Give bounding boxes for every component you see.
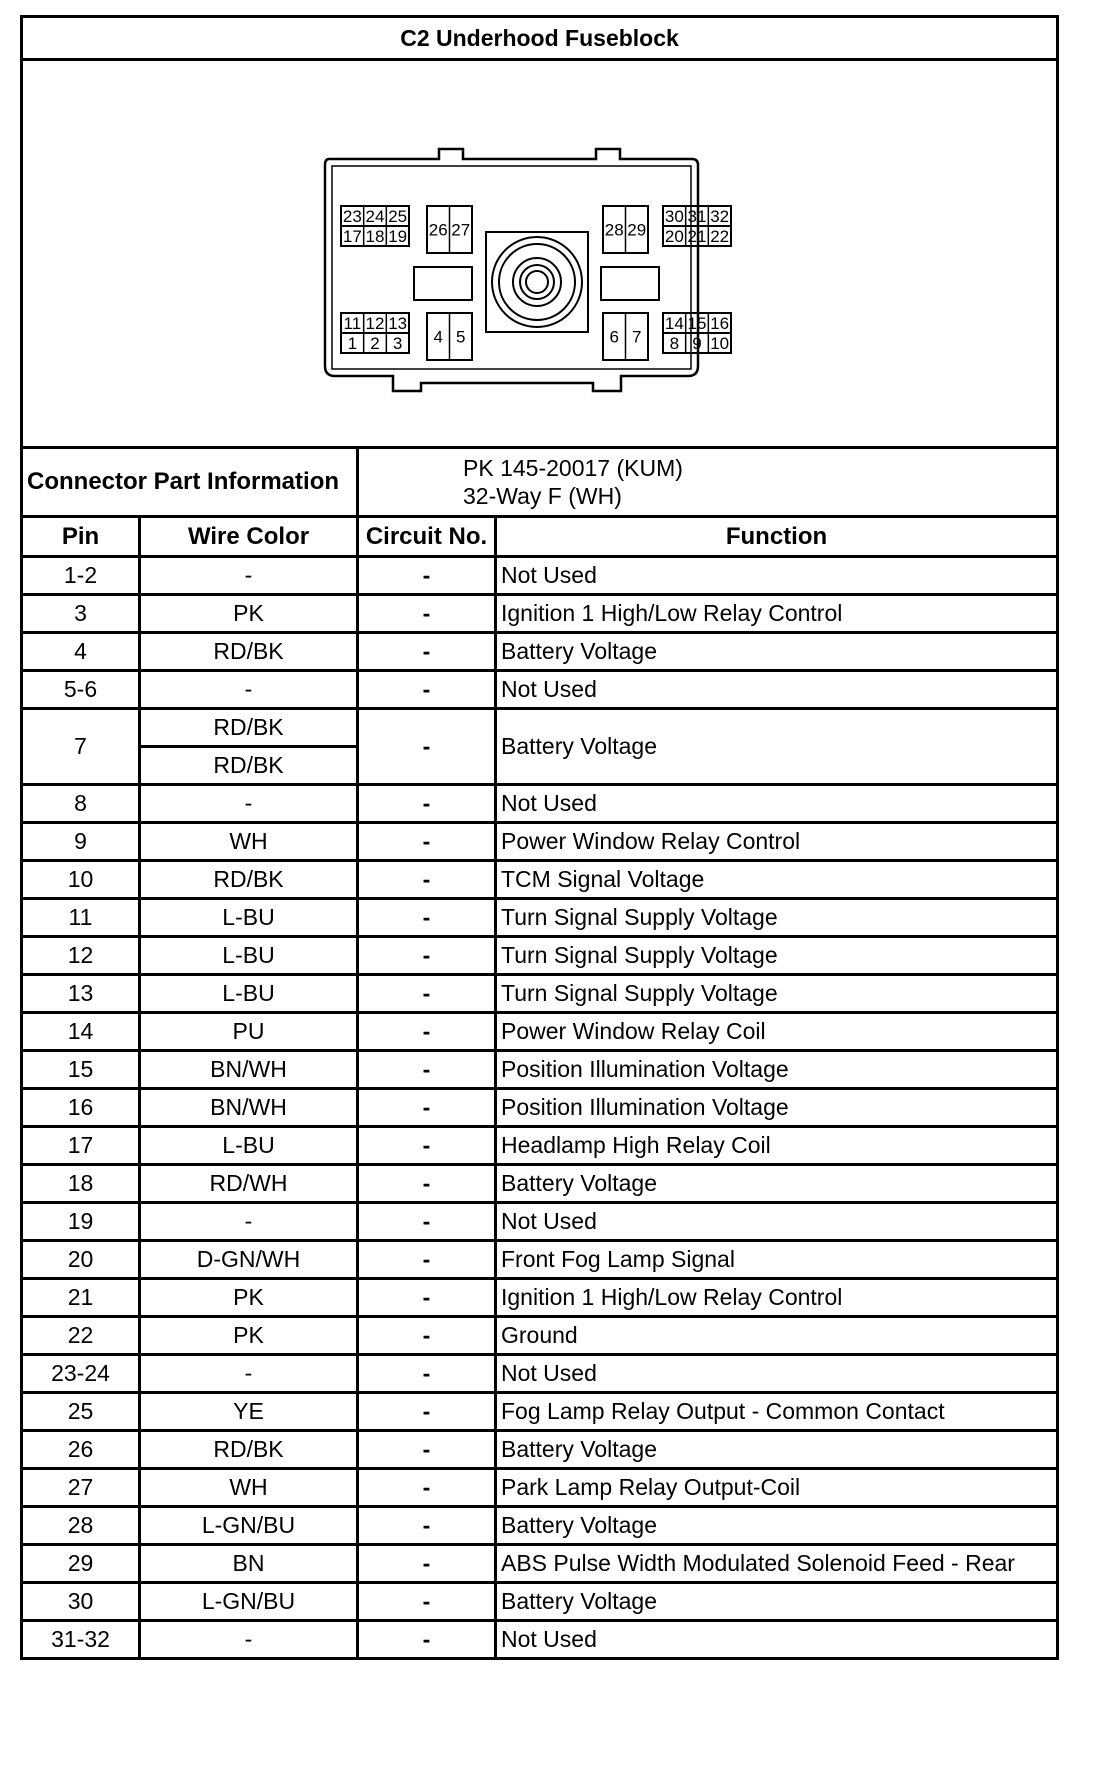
pin-cell: 4 (22, 633, 140, 671)
function-cell: Not Used (496, 785, 1058, 823)
function-cell: ABS Pulse Width Modulated Solenoid Feed - Rear (496, 1545, 1058, 1583)
pin-number-label: 12 (365, 314, 385, 333)
circuit-cell: - (358, 709, 496, 785)
circuit-cell: - (358, 1507, 496, 1545)
wire-color-cell: L-BU (140, 937, 358, 975)
circuit-cell: - (358, 671, 496, 709)
pin-number-label: 31 (687, 207, 707, 226)
circuit-cell: - (358, 1393, 496, 1431)
table-row (22, 1431, 1058, 1469)
pin-cell: 30 (22, 1583, 140, 1621)
pin-number-label: 14 (664, 314, 684, 333)
circuit-cell: - (358, 1431, 496, 1469)
wire-color-cell: RD/WH (140, 1165, 358, 1203)
pin-number-label: 28 (604, 220, 624, 240)
function-cell: Front Fog Lamp Signal (496, 1241, 1058, 1279)
function-cell: Position Illumination Voltage (496, 1051, 1058, 1089)
function-cell: Not Used (496, 557, 1058, 595)
wire-color-cell: - (140, 1203, 358, 1241)
pin-cell: 9 (22, 823, 140, 861)
pin-cell: 8 (22, 785, 140, 823)
table-row (22, 557, 1058, 595)
center-stud-housing (486, 232, 588, 332)
pin-cell: 5-6 (22, 671, 140, 709)
table-row (22, 1051, 1058, 1089)
pin-cell: 23-24 (22, 1355, 140, 1393)
pin-cell: 12 (22, 937, 140, 975)
function-cell: Battery Voltage (496, 1165, 1058, 1203)
function-cell: Ignition 1 High/Low Relay Control (496, 595, 1058, 633)
pinout-table (20, 15, 1059, 1660)
pin-number-label: 19 (388, 227, 408, 246)
table-row (22, 1621, 1058, 1659)
left-slot (414, 267, 472, 300)
connector-housing-outline (325, 149, 698, 391)
circuit-cell: - (358, 1469, 496, 1507)
pin-number-label: 3 (392, 334, 403, 353)
function-cell: Park Lamp Relay Output-Coil (496, 1469, 1058, 1507)
table-row (22, 709, 1058, 747)
pin-number-label: 27 (451, 220, 471, 240)
circuit-cell: - (358, 1089, 496, 1127)
wire-color-cell: L-BU (140, 1127, 358, 1165)
pin-cell: 16 (22, 1089, 140, 1127)
circuit-cell: - (358, 633, 496, 671)
pin-number-label: 18 (365, 227, 385, 246)
pin-cell: 21 (22, 1279, 140, 1317)
pin-cell: 11 (22, 899, 140, 937)
pin-number-label: 26 (428, 220, 448, 240)
wire-color-cell: YE (140, 1393, 358, 1431)
circuit-cell: - (358, 937, 496, 975)
pin-number-label: 5 (456, 327, 466, 347)
circuit-cell: - (358, 975, 496, 1013)
pin-cell: 31-32 (22, 1621, 140, 1659)
function-cell: Turn Signal Supply Voltage (496, 937, 1058, 975)
wire-color-cell: WH (140, 823, 358, 861)
pin-number-label: 11 (343, 314, 362, 333)
pin-number-label: 7 (632, 327, 642, 347)
wire-color-cell: BN/WH (140, 1051, 358, 1089)
connector-description: 32-Way F (WH) (463, 483, 622, 509)
circuit-cell: - (358, 1279, 496, 1317)
pinout-document (20, 15, 1056, 1660)
wire-color-cell: BN/WH (140, 1089, 358, 1127)
pin-cell: 10 (22, 861, 140, 899)
function-cell: Not Used (496, 1355, 1058, 1393)
wire-color-cell: L-BU (140, 899, 358, 937)
pin-number-label: 30 (664, 207, 684, 226)
function-cell: Not Used (496, 1621, 1058, 1659)
pin-number-label: 9 (692, 334, 702, 353)
function-cell: Ignition 1 High/Low Relay Control (496, 1279, 1058, 1317)
pin-cell: 28 (22, 1507, 140, 1545)
pin-number-label: 6 (609, 327, 619, 347)
function-cell: Battery Voltage (496, 1507, 1058, 1545)
wire-color-cell: RD/BK (140, 861, 358, 899)
wire-color-cell: WH (140, 1469, 358, 1507)
wire-color-cell: RD/BK (140, 747, 358, 785)
wire-color-cell: PK (140, 595, 358, 633)
connector-face-diagram (23, 61, 1053, 446)
pin-cell: 14 (22, 1013, 140, 1051)
column-header-wire-color: Wire Color (140, 517, 358, 557)
function-cell: Power Window Relay Coil (496, 1013, 1058, 1051)
pin-cell: 25 (22, 1393, 140, 1431)
pin-cell: 20 (22, 1241, 140, 1279)
wire-color-cell: L-GN/BU (140, 1507, 358, 1545)
function-cell: Turn Signal Supply Voltage (496, 899, 1058, 937)
table-row (22, 975, 1058, 1013)
table-row (22, 633, 1058, 671)
pin-number-label: 8 (669, 334, 680, 353)
connector-info-label: Connector Part Information (22, 448, 358, 517)
wire-color-cell: - (140, 785, 358, 823)
connector-info-value (358, 448, 1058, 517)
pin-number-label: 22 (710, 227, 730, 246)
table-row (22, 1317, 1058, 1355)
right-slot (601, 267, 659, 300)
circuit-cell: - (358, 595, 496, 633)
function-cell: Ground (496, 1317, 1058, 1355)
table-row (22, 1393, 1058, 1431)
function-cell: Battery Voltage (496, 633, 1058, 671)
function-cell: Not Used (496, 671, 1058, 709)
pin-number-label: 4 (433, 327, 443, 347)
circuit-cell: - (358, 1127, 496, 1165)
circuit-cell: - (358, 1051, 496, 1089)
pin-cell: 3 (22, 595, 140, 633)
column-header-pin: Pin (22, 517, 140, 557)
table-row (22, 1469, 1058, 1507)
pin-number-label: 16 (710, 314, 730, 333)
table-row (22, 1013, 1058, 1051)
circuit-cell: - (358, 899, 496, 937)
pin-cell: 1-2 (22, 557, 140, 595)
pin-number-label: 32 (710, 207, 730, 226)
function-cell: Not Used (496, 1203, 1058, 1241)
pin-cell: 13 (22, 975, 140, 1013)
function-cell: Fog Lamp Relay Output - Common Contact (496, 1393, 1058, 1431)
table-row (22, 1279, 1058, 1317)
pin-number-label: 20 (664, 227, 684, 246)
wire-color-cell: PK (140, 1279, 358, 1317)
table-row (22, 671, 1058, 709)
column-header-function: Function (496, 517, 1058, 557)
pin-cell: 26 (22, 1431, 140, 1469)
pin-cell: 29 (22, 1545, 140, 1583)
table-row (22, 1583, 1058, 1621)
table-row (22, 937, 1058, 975)
circuit-cell: - (358, 1203, 496, 1241)
pin-number-label: 13 (388, 314, 408, 333)
circuit-cell: - (358, 1241, 496, 1279)
pin-number-label: 1 (347, 334, 358, 353)
wire-color-cell: BN (140, 1545, 358, 1583)
circuit-cell: - (358, 861, 496, 899)
function-cell: Power Window Relay Control (496, 823, 1058, 861)
wire-color-cell: L-GN/BU (140, 1583, 358, 1621)
function-cell: Turn Signal Supply Voltage (496, 975, 1058, 1013)
wire-color-cell: RD/BK (140, 709, 358, 747)
wire-color-cell: - (140, 671, 358, 709)
table-row (22, 899, 1058, 937)
pin-number-label: 21 (687, 227, 707, 246)
wire-color-cell: - (140, 1621, 358, 1659)
document-title: C2 Underhood Fuseblock (22, 17, 1058, 60)
function-cell: Headlamp High Relay Coil (496, 1127, 1058, 1165)
circuit-cell: - (358, 1165, 496, 1203)
pin-number-label: 17 (342, 227, 362, 246)
pin-number-label: 29 (627, 220, 647, 240)
pin-cell: 19 (22, 1203, 140, 1241)
pin-number-label: 10 (710, 334, 730, 353)
pin-cell: 18 (22, 1165, 140, 1203)
wire-color-cell: RD/BK (140, 633, 358, 671)
pin-number-label: 15 (687, 314, 707, 333)
table-row (22, 1203, 1058, 1241)
table-row (22, 1089, 1058, 1127)
wire-color-cell: RD/BK (140, 1431, 358, 1469)
circuit-cell: - (358, 1317, 496, 1355)
circuit-cell: - (358, 823, 496, 861)
pin-cell: 17 (22, 1127, 140, 1165)
wire-color-cell: D-GN/WH (140, 1241, 358, 1279)
wire-color-cell: PK (140, 1317, 358, 1355)
function-cell: Battery Voltage (496, 1431, 1058, 1469)
wire-color-cell: L-BU (140, 975, 358, 1013)
circuit-cell: - (358, 1013, 496, 1051)
table-row (22, 1165, 1058, 1203)
wire-color-cell: - (140, 557, 358, 595)
wire-color-cell: - (140, 1355, 358, 1393)
pin-cell: 7 (22, 709, 140, 785)
pin-cell: 15 (22, 1051, 140, 1089)
table-row (22, 1127, 1058, 1165)
table-row (22, 595, 1058, 633)
circuit-cell: - (358, 1545, 496, 1583)
table-row (22, 861, 1058, 899)
circuit-cell: - (358, 785, 496, 823)
table-row (22, 1545, 1058, 1583)
circuit-cell: - (358, 1583, 496, 1621)
circuit-cell: - (358, 1621, 496, 1659)
table-row (22, 785, 1058, 823)
function-cell: TCM Signal Voltage (496, 861, 1058, 899)
table-row (22, 823, 1058, 861)
circuit-cell: - (358, 557, 496, 595)
table-row (22, 1507, 1058, 1545)
circuit-cell: - (358, 1355, 496, 1393)
wire-color-cell: PU (140, 1013, 358, 1051)
function-cell: Position Illumination Voltage (496, 1089, 1058, 1127)
pin-number-label: 25 (388, 207, 408, 226)
column-header-circuit-no: Circuit No. (358, 517, 496, 557)
pin-number-label: 24 (365, 207, 385, 226)
pin-cell: 27 (22, 1469, 140, 1507)
connector-part-number: PK 145-20017 (KUM) (463, 455, 683, 481)
connector-diagram-cell (22, 60, 1058, 448)
table-row (22, 1355, 1058, 1393)
pin-number-label: 2 (370, 334, 380, 353)
pin-number-label: 23 (342, 207, 362, 226)
pin-cell: 22 (22, 1317, 140, 1355)
function-cell: Battery Voltage (496, 1583, 1058, 1621)
table-row (22, 1241, 1058, 1279)
function-cell: Battery Voltage (496, 709, 1058, 785)
